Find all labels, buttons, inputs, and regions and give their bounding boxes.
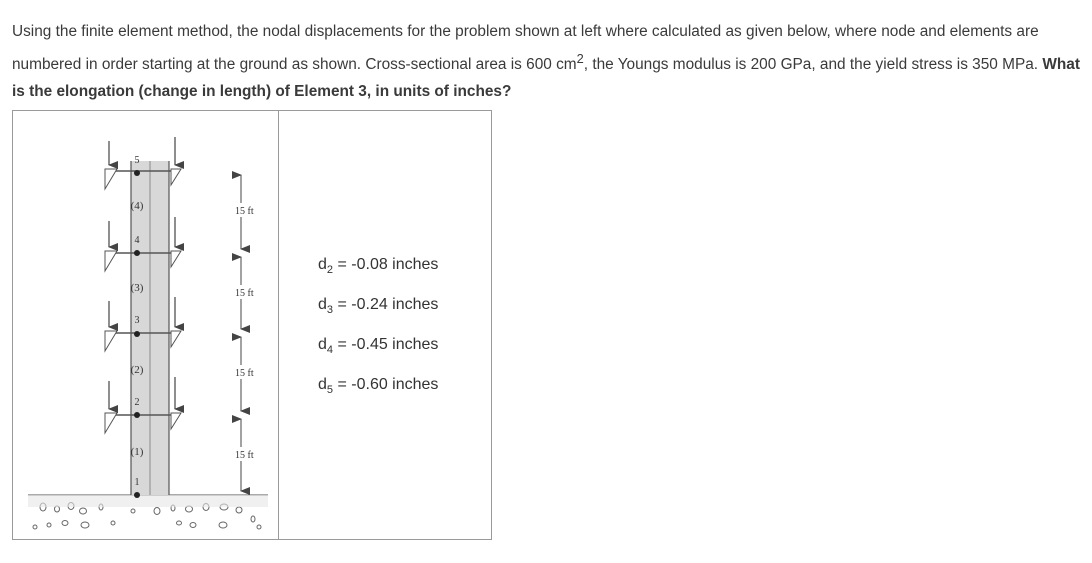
question-superscript: 2: [576, 51, 584, 66]
dimension-label-top: 15 ft: [235, 206, 254, 217]
displacement-d2: [318, 255, 438, 295]
node-label-5: 5: [134, 155, 140, 166]
question-bold: What is the elongation (change in length) of Element 3, in units of inches?: [12, 56, 1080, 101]
question-part1: Using the finite element method, the nodal displacements for the problem shown at left where calculated as given below, where node and elements are numbered in order starting at the ground as shown. Cross-sectional area is 600 cm: [12, 23, 1039, 74]
node-label-3: 3: [134, 315, 140, 326]
disp-subscript: 4: [326, 344, 334, 357]
disp-symbol: d: [318, 336, 327, 353]
element-label-1: (1): [130, 446, 144, 458]
node-label-1: 1: [134, 477, 140, 488]
node-label-4: 4: [134, 235, 140, 246]
disp-subscript: 2: [326, 264, 334, 277]
disp-value: = -0.60 inches: [333, 376, 439, 393]
disp-subscript: 3: [326, 304, 334, 317]
question-text: [12, 18, 1084, 105]
dimension-label-second: 15 ft: [235, 288, 254, 299]
element-label-3: (3): [130, 282, 144, 294]
column-diagram: [13, 111, 279, 539]
disp-value: = -0.08 inches: [333, 256, 439, 273]
element-label-4: (4): [130, 200, 144, 212]
column-diagram-svg: [13, 111, 278, 539]
displacement-d5: [318, 375, 438, 415]
disp-value: = -0.45 inches: [333, 336, 439, 353]
dimension-label-third: 15 ft: [235, 368, 254, 379]
ground-fill: [28, 495, 268, 507]
disp-symbol: d: [318, 256, 327, 273]
question-part2: , the Youngs modulus is 200 GPa, and the yield stress is 350 MPa.: [583, 56, 1043, 74]
displacement-d4: [318, 335, 438, 375]
element-label-2: (2): [130, 364, 144, 376]
dimension-label-bottom: 15 ft: [235, 450, 254, 461]
disp-value: = -0.24 inches: [333, 296, 439, 313]
disp-subscript: 5: [326, 384, 334, 397]
displacement-d3: [318, 295, 438, 335]
displacement-list: [318, 255, 438, 415]
disp-symbol: d: [318, 296, 327, 313]
node-label-2: 2: [134, 397, 140, 408]
disp-symbol: d: [318, 376, 327, 393]
